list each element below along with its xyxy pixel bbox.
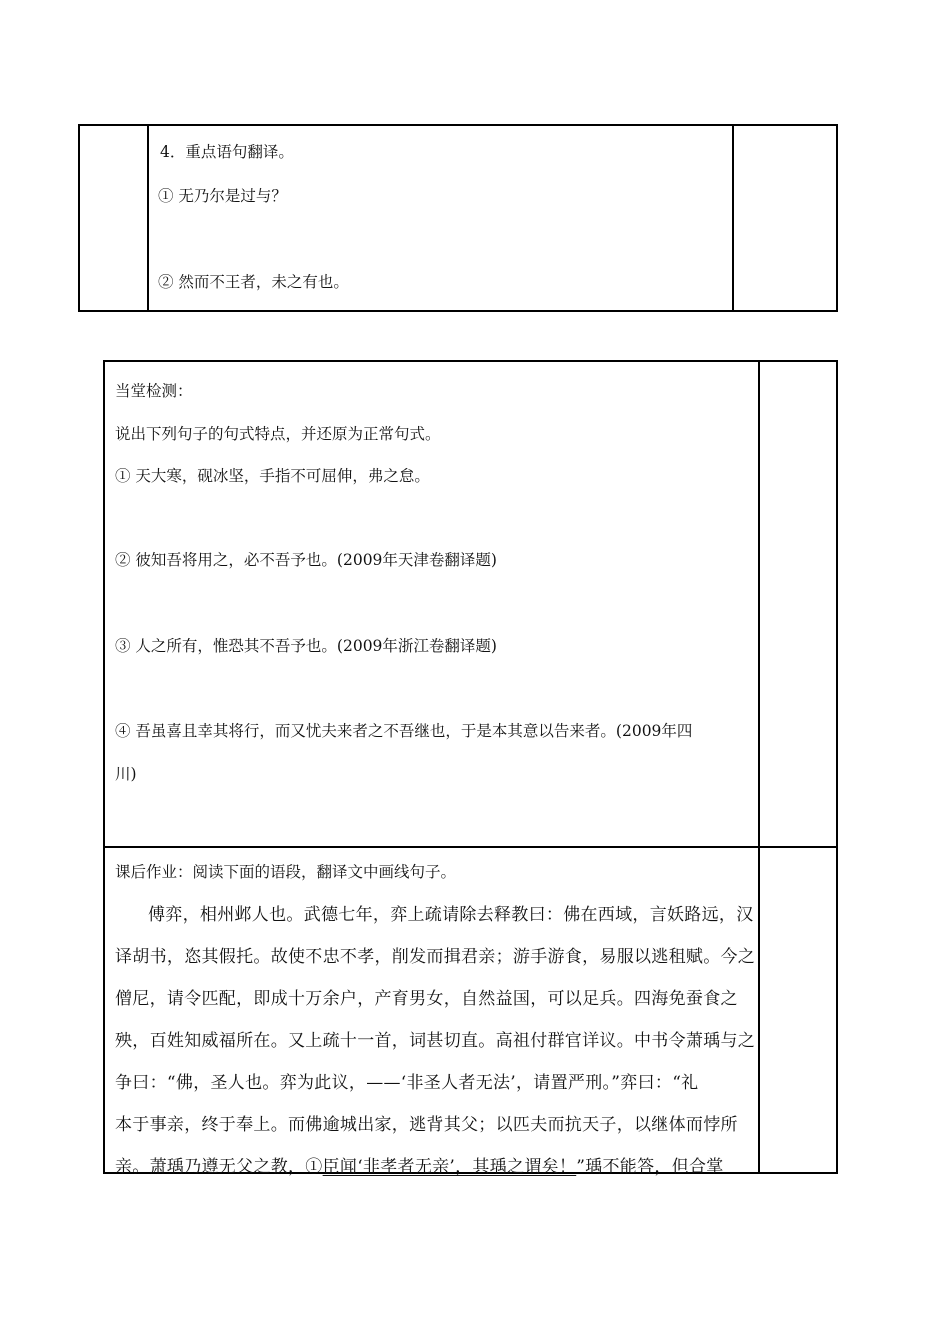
passage-line: 译胡书，恣其假托。故使不忠不孝，削发而揖君亲；游手游食，易服以逃租赋。今之: [115, 947, 756, 967]
question-1: ① 无乃尔是过与？: [158, 187, 287, 205]
sentence-2: ② 彼知吾将用之，必不吾予也。(2009年天津卷翻译题): [115, 551, 497, 569]
passage-line: 殃，百姓知威福所在。又上疏十一首，词甚切直。高祖付群官详议。中书令萧瑀与之: [115, 1031, 756, 1051]
passage-line: 僧尼，请令匹配，即成十万余户，产育男女，自然益国，可以足兵。四海免蚕食之: [115, 989, 738, 1009]
passage-line: 本于事亲，终于奉上。而佛逾城出家，逃背其父；以匹夫而抗天子，以继体而悖所: [115, 1115, 738, 1135]
homework-title: 课后作业：阅读下面的语段，翻译文中画线句子。: [115, 863, 457, 881]
passage-line: 争曰：“佛，圣人也。弈为此议，——‘非圣人者无法’，请置严刑。”弈曰：“礼: [115, 1073, 699, 1093]
sentence-4-cont: 川): [115, 765, 137, 783]
sentence-1: ① 天大寒，砚冰坚，手指不可屈伸，弗之怠。: [115, 467, 430, 485]
table-divider: [732, 126, 734, 310]
passage-text: ”瑀不能答，但合掌: [576, 1157, 724, 1177]
section-heading: 4．重点语句翻译。: [160, 143, 294, 161]
translation-table: [78, 124, 838, 312]
passage-last-line: [115, 1152, 724, 1177]
instruction: 说出下列句子的句式特点，并还原为正常句式。: [115, 425, 441, 443]
sentence-4: ④ 吾虽喜且幸其将行，而又忧夫来者之不吾继也，于是本其意以告来者。(2009年四: [115, 722, 693, 740]
row-divider: [105, 846, 836, 848]
check-title: 当堂检测：: [115, 382, 193, 400]
sentence-3: ③ 人之所有，惟恐其不吾予也。(2009年浙江卷翻译题): [115, 637, 497, 655]
question-2: ② 然而不王者，未之有也。: [158, 273, 349, 291]
table-divider: [758, 362, 760, 1172]
exercise-table: [103, 360, 838, 1177]
underlined-sentence: 臣闻‘非孝者无亲’，其瑀之谓矣！: [322, 1157, 577, 1177]
table-divider: [147, 126, 149, 310]
passage-line: 傅弈，相州邺人也。武德七年，弈上疏请除去释教曰：佛在西域，言妖路远，汉: [148, 905, 754, 925]
passage-text: 亲。萧瑀乃遵无父之教，①: [115, 1157, 323, 1177]
